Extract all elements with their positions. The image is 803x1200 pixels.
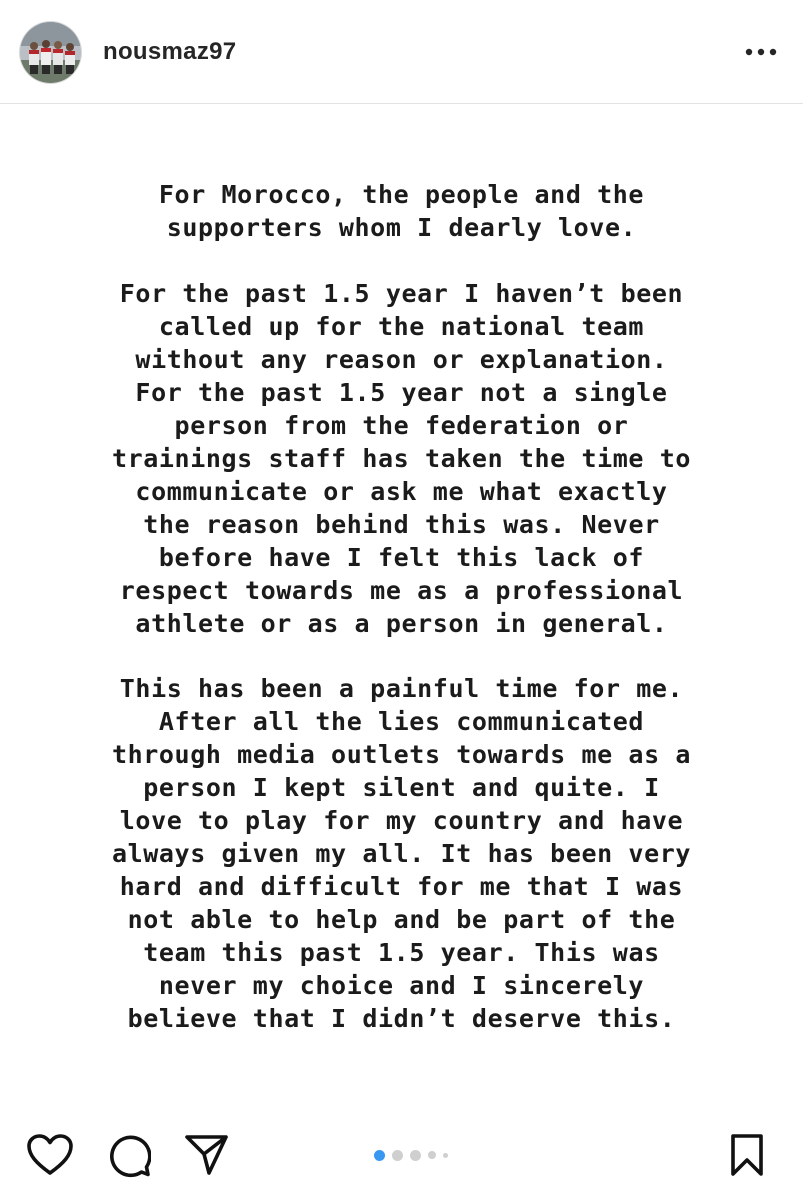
text-line: This has been a painful time for me. [119, 674, 684, 703]
save-button[interactable] [721, 1129, 773, 1181]
text-line: team this past 1.5 year. This was [143, 938, 660, 967]
carousel-dot [410, 1150, 421, 1161]
text-line: before have I felt this lack of [158, 543, 645, 572]
username[interactable]: nousmaz97 [103, 38, 237, 65]
heart-icon [26, 1133, 74, 1177]
text-line: supporters whom I dearly love. [166, 213, 637, 242]
post-paragraph-3 [0, 672, 803, 1035]
more-options-icon [745, 48, 777, 56]
text-line: For Morocco, the people and the [158, 180, 645, 209]
post-action-bar [0, 1115, 803, 1200]
text-line: communicate or ask me what exactly [135, 477, 668, 506]
share-icon [183, 1133, 229, 1177]
text-line: For the past 1.5 year I haven’t been [119, 279, 684, 308]
text-line: trainings staff has taken the time to [111, 444, 692, 473]
avatar-photo [20, 22, 81, 83]
post-header [0, 0, 803, 104]
carousel-indicator [374, 1149, 448, 1161]
carousel-dot-active [374, 1150, 385, 1161]
text-line: person from the federation or [174, 411, 629, 440]
text-line: not able to help and be part of the [127, 905, 676, 934]
share-button[interactable] [180, 1129, 232, 1181]
bookmark-icon [729, 1133, 765, 1177]
text-line: love to play for my country and have [119, 806, 684, 835]
more-options-button[interactable] [741, 38, 781, 66]
avatar[interactable] [20, 22, 81, 83]
text-line: hard and difficult for me that I was [119, 872, 684, 901]
carousel-dot [392, 1150, 403, 1161]
text-line: athlete or as a person in general. [135, 609, 668, 638]
comment-icon [105, 1132, 151, 1178]
text-line: never my choice and I sincerely [158, 971, 645, 1000]
text-line: through media outlets towards me as a [111, 740, 692, 769]
text-line: without any reason or explanation. [135, 345, 668, 374]
text-line: After all the lies communicated [158, 707, 645, 736]
comment-button[interactable] [102, 1129, 154, 1181]
text-line: person I kept silent and quite. I [143, 773, 660, 802]
post-image [0, 105, 803, 1115]
post-paragraph-2 [0, 277, 803, 640]
carousel-dot [428, 1151, 436, 1159]
text-line: the reason behind this was. Never [143, 510, 660, 539]
text-line: respect towards me as a professional [119, 576, 684, 605]
text-line: called up for the national team [158, 312, 645, 341]
carousel-dot [443, 1153, 448, 1158]
like-button[interactable] [24, 1129, 76, 1181]
text-line: believe that I didn’t deserve this. [127, 1004, 676, 1033]
text-line: For the past 1.5 year not a single [135, 378, 668, 407]
text-line: always given my all. It has been very [111, 839, 692, 868]
post-paragraph-1 [0, 178, 803, 244]
